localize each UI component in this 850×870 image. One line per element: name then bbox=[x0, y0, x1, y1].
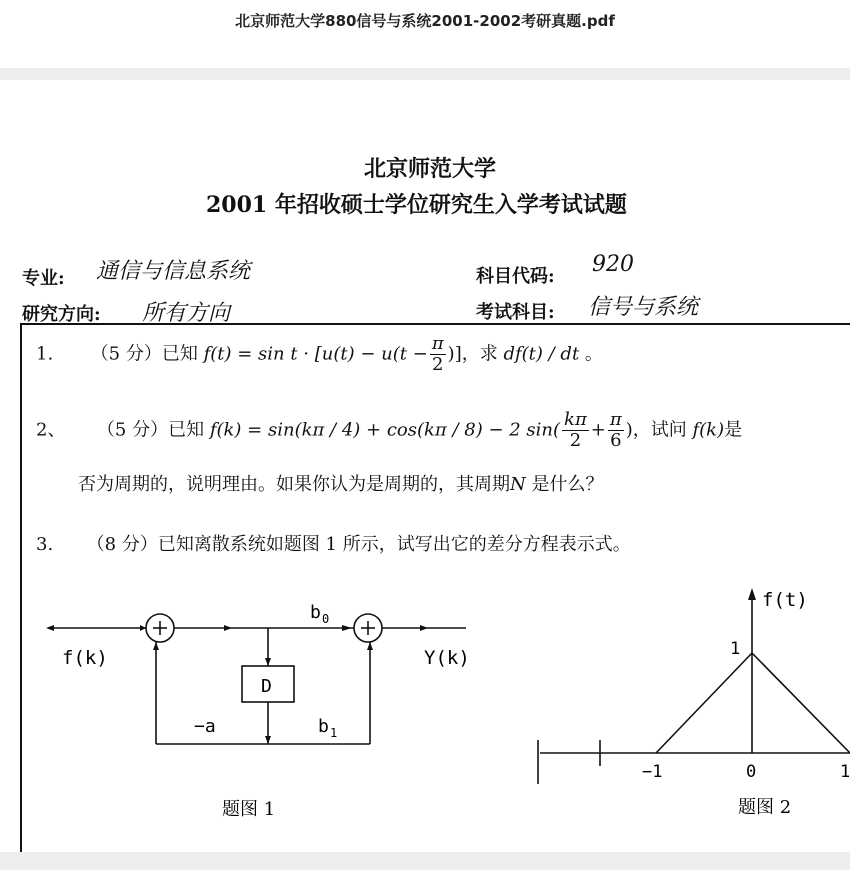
q1-points: （5 分）已知 bbox=[90, 343, 198, 365]
pdf-page[interactable] bbox=[0, 80, 850, 852]
fig1-output-label: Y(k) bbox=[424, 647, 470, 669]
q2-expr-a: f(k) = sin(kπ / 4) + cos(kπ / 8) − 2 sin( bbox=[209, 419, 561, 441]
q2-expr-c: f(k) bbox=[692, 419, 725, 441]
q2-fraction-1: $\frac{k\pi}{2}$ bbox=[564, 409, 587, 451]
fig2-tick-minus1: −1 bbox=[642, 762, 663, 782]
fig1-gain-b0-sub: 0 bbox=[322, 612, 330, 626]
q2-plus: + bbox=[590, 419, 606, 441]
subject-value: 信号与系统 bbox=[588, 295, 699, 320]
q1-number: 1. bbox=[36, 343, 54, 365]
document-title: 北京师范大学880信号与系统2001-2002考研真题.pdf bbox=[235, 12, 615, 30]
q2-period-symbol: N bbox=[510, 474, 526, 495]
fig2-tick-1: 1 bbox=[840, 762, 850, 782]
fig2-peak-label: 1 bbox=[730, 639, 741, 659]
code-value: 920 bbox=[592, 252, 634, 277]
fig1-gain-b1: b bbox=[318, 716, 329, 737]
fig2-tick-0: 0 bbox=[746, 762, 757, 782]
school-name: 北京师范大学 bbox=[364, 156, 497, 182]
q2-end: 是 bbox=[724, 419, 743, 441]
direction-value: 所有方向 bbox=[142, 301, 231, 326]
q1-expr-a: f(t) = sin t · [u(t) − u(t − bbox=[203, 343, 428, 365]
major-label: 专业: bbox=[22, 268, 65, 289]
code-label: 科目代码: bbox=[476, 266, 555, 287]
direction-label: 研究方向: bbox=[22, 304, 101, 325]
page-gap-top bbox=[0, 68, 850, 80]
subject-label: 考试科目: bbox=[476, 302, 555, 323]
q2-line2-end: 是什么？ bbox=[531, 474, 604, 495]
exam-title: 2001 年招收硕士学位研究生入学考试试题 bbox=[206, 192, 627, 218]
q3-text: （8 分）已知离散系统如题图 1 所示，试写出它的差分方程表示式。 bbox=[86, 534, 631, 555]
q1-fraction: $\frac{\pi}{2}$ bbox=[431, 333, 444, 375]
figure-1-diagram bbox=[0, 80, 850, 852]
major-value: 通信与信息系统 bbox=[96, 259, 251, 284]
fig1-gain-a: −a bbox=[194, 716, 216, 737]
fig1-input-label: f(k) bbox=[62, 647, 108, 669]
fig2-caption: 题图 2 bbox=[738, 797, 792, 818]
q1-end: 。 bbox=[584, 343, 603, 365]
q2-line2-text: 否为周期的，说明理由。如果你认为是周期的，其周期 bbox=[78, 474, 510, 495]
fig1-delay-label: D bbox=[261, 676, 272, 697]
q2-number: 2、 bbox=[36, 419, 66, 441]
q2-expr-b: )，试问 bbox=[625, 419, 687, 441]
fig1-gain-b1-sub: 1 bbox=[330, 726, 338, 740]
page-gap-bottom bbox=[0, 852, 850, 870]
q1-expr-b: )]，求 bbox=[447, 343, 498, 365]
q2-points: （5 分）已知 bbox=[96, 419, 205, 441]
fig1-gain-b0: b bbox=[310, 602, 321, 623]
q2-fraction-2: $\frac{\pi}{6}$ bbox=[609, 409, 622, 451]
fig1-caption: 题图 1 bbox=[222, 799, 276, 820]
q1-expr-c: df(t) / dt bbox=[503, 343, 580, 365]
viewer-toolbar bbox=[0, 0, 850, 74]
fig2-ylabel: f(t) bbox=[762, 589, 808, 611]
q3-number: 3. bbox=[36, 534, 54, 555]
